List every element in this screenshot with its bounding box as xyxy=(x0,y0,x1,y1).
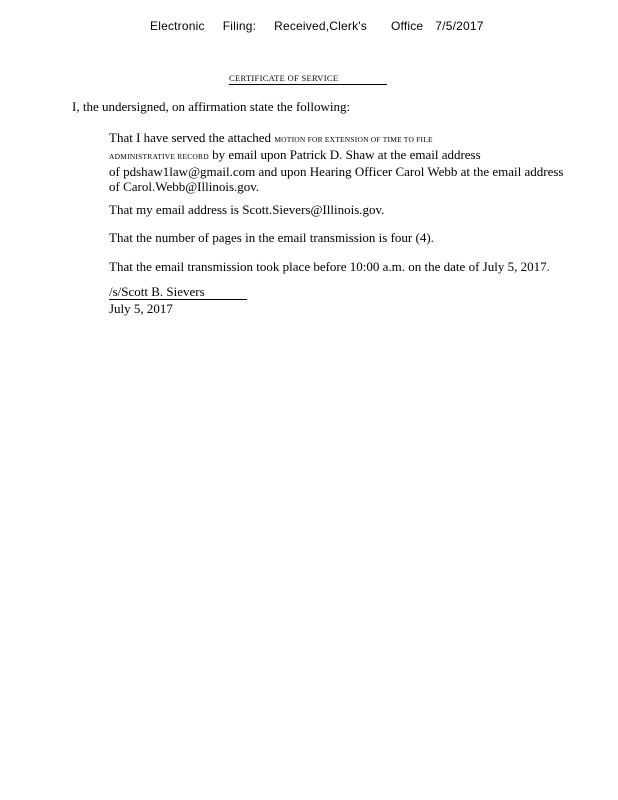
certificate-title: CERTIFICATE OF SERVICE xyxy=(229,73,387,85)
email-address-statement: That my email address is Scott.Sievers@Illinois.gov. xyxy=(109,202,385,217)
header-filing: Filing: xyxy=(222,19,257,33)
intro-statement: I, the undersigned, on affirmation state the following: xyxy=(72,99,351,114)
header-electronic: Electronic xyxy=(150,19,205,33)
signature-line: /s/Scott B. Sievers xyxy=(109,285,247,300)
service-paragraph xyxy=(109,130,564,194)
service-line-4: of Carol.Webb@Illinois.gov. xyxy=(109,179,260,194)
service-line-1 xyxy=(109,130,549,147)
service-line-3: of pdshaw1law@gmail.com and upon Hearing Officer Carol Webb at the email address xyxy=(109,164,564,179)
document-title-line-1: MOTION FOR EXTENSION OF TIME TO FILE xyxy=(274,135,433,144)
header-office: Office xyxy=(390,19,424,33)
transmission-time-statement: That the email transmission took place before 10:00 a.m. on the date of July 5, 2017. xyxy=(109,259,550,274)
filing-header xyxy=(150,19,484,33)
service-lead: That I have served the attached xyxy=(109,130,275,145)
header-date: 7/5/2017 xyxy=(435,19,484,33)
page-count-statement: That the number of pages in the email transmission is four (4). xyxy=(109,230,434,245)
service-line-2 xyxy=(109,147,549,164)
header-received: Received,Clerk's xyxy=(274,19,367,33)
document-title-line-2: ADMINISTRATIVE RECORD xyxy=(109,152,209,161)
signature-date: July 5, 2017 xyxy=(109,301,173,316)
service-recipient-1: by email upon Patrick D. Shaw at the email address xyxy=(208,147,481,162)
